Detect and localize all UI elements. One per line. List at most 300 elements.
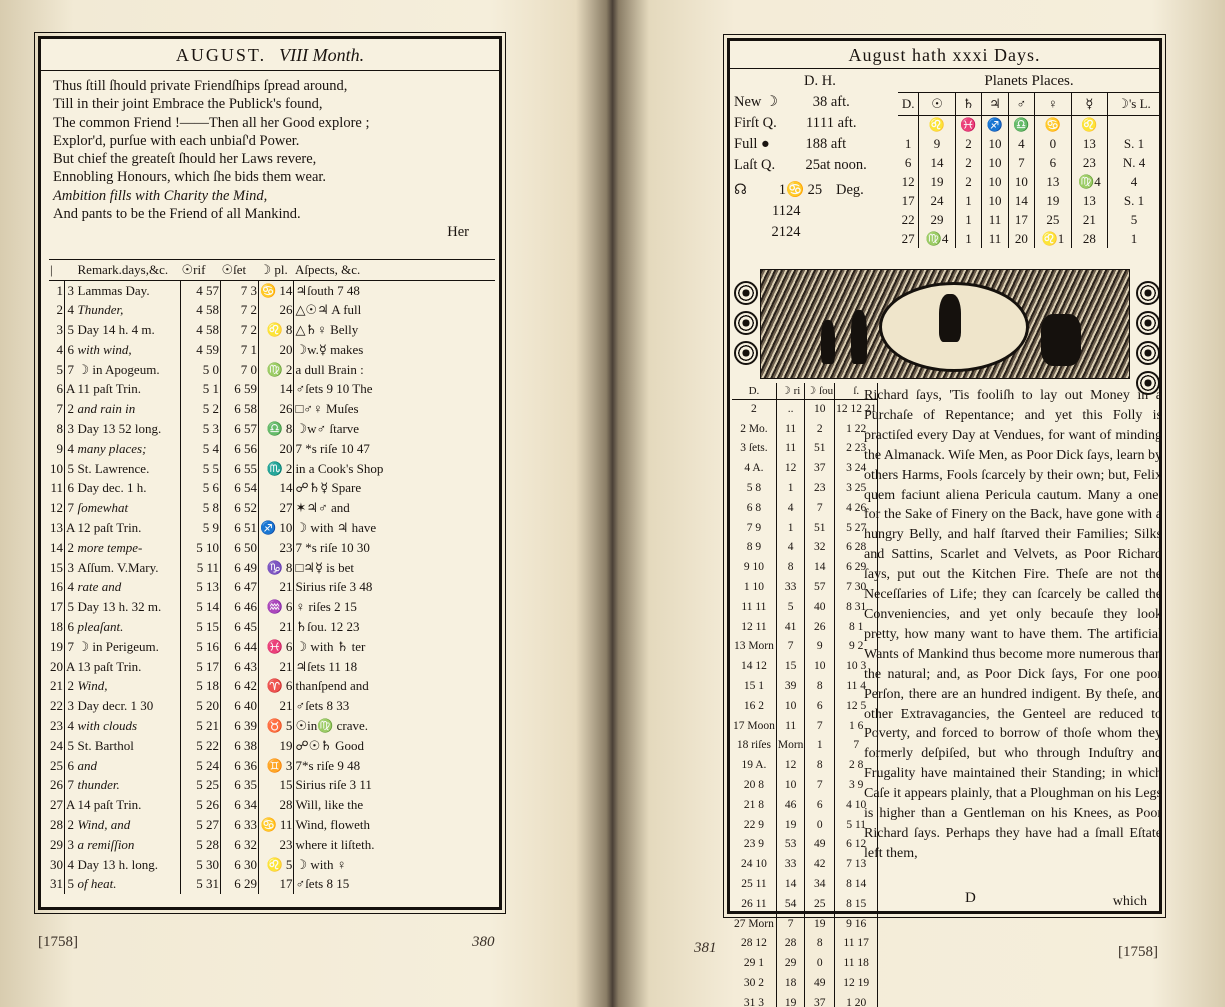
folio-year-right: [1758] (1118, 944, 1158, 960)
calendar-cell: 7 (67, 361, 74, 377)
calendar-cell: 20 (259, 340, 294, 360)
col-sunset: ☉ſet (221, 260, 259, 281)
calendar-cell: 7 2 (221, 300, 259, 320)
moon-cal-cell: 5 (776, 597, 805, 617)
calendar-cell: 5 31 (181, 874, 221, 894)
moon-cal-cell: 21 8 (732, 795, 776, 815)
moon-cal-cell: 15 (776, 656, 805, 676)
calendar-cell: 6 47 (221, 577, 259, 597)
calendar-cell: 1 (49, 281, 65, 301)
moon-cal-cell: 51 (805, 518, 835, 538)
planet-cell: 22 (898, 210, 919, 229)
calendar-cell: and rain in (77, 399, 181, 419)
calendar-cell: 4 (67, 856, 74, 872)
calendar-cell: 4 59 (181, 340, 221, 360)
planet-sign-row (898, 115, 1160, 134)
moon-cal-cell: 6 (805, 696, 835, 716)
moon-cal-cell: 7 (835, 736, 878, 756)
prose-paragraph: Richard ſays, 'Tis fooliſh to lay out Money in a Purchaſe of Repentance; and yet this Folly is practiſed every Day at Vendues, for want of minding the Almanack. Wiſe Men, as Poor Dick ſays, learn by others Harms, Fools ſcarcely by their own; but, Felix quem faciunt aliena Pericula cautum. Many a one, for the Sake of Finery on the Back, have gone with a hungry Belly, and half ſtarved their Families; Silks and Sattins, Scarlet and Velvets, as Poor Richard ſays, put out the Kitchen Fire. Theſe are not the Neceſſaries of Life; they can ſcarcely be called the Conveniencies, and yet only becauſe they look pretty, how many want to have them. The artificial Wants of Mankind thus become more numerous than the natural; and, as Poor Dick ſays, For one poor Perſon, there are an hundred indigent. By theſe, and other Extravagancies, the Genteel are reduced to Poverty, and forced to borrow of thoſe whom they formerly deſpiſed, but who through Induſtry and Frugality have maintained their Standing; in which Caſe it appears plainly, that a Ploughman on his Legs is higher than a Gentleman on his Knees, as Poor Richard ſays. Perhaps they have had a ſmall Eſtate left them, (864, 388, 1162, 861)
calendar-cell: 5 14 (181, 597, 221, 617)
moon-cal-cell: 1 22 (835, 419, 878, 439)
calendar-cell: 16 (49, 577, 65, 597)
planet-row (898, 229, 1160, 248)
moon-cal-cell: 40 (805, 597, 835, 617)
moon-cal-cell: 1 10 (732, 577, 776, 597)
planet-cell: 24 (919, 191, 955, 210)
node-cell: 1 (778, 182, 786, 198)
calendar-row (49, 775, 495, 795)
calendar-cell: 7 1 (221, 340, 259, 360)
moon-cal-cell: 9 16 (835, 914, 878, 934)
moon-cal-cell: 0 (805, 815, 835, 835)
month-subtitle: VIII Month. (279, 45, 365, 65)
planet-cell: S. 1 (1123, 192, 1145, 208)
calendar-row (49, 577, 495, 597)
calendar-cell: △♄♀ Belly (295, 321, 359, 337)
moon-cal-cell: 12 (776, 458, 805, 478)
calendar-cell: △☉♃ A full (295, 302, 362, 318)
planet-cell: 27 (898, 229, 919, 248)
verse-line: Ambition fills with Charity the Mind, (53, 187, 268, 204)
calendar-cell: Day 13 h. long. (77, 855, 181, 875)
moon-cal-cell: 8 (805, 676, 835, 696)
calendar-cell: 2 (49, 300, 65, 320)
moon-cal-cell: 23 9 (732, 835, 776, 855)
planet-cell: 11 (982, 210, 1008, 229)
calendar-cell: ſomewhat (77, 498, 181, 518)
calendar-cell: 19 (49, 637, 65, 657)
calendar-cell: 21 (259, 577, 294, 597)
planets-table (898, 93, 1160, 248)
moon-cal-cell: 51 (805, 439, 835, 459)
planet-sign: ♎ (1008, 115, 1034, 134)
moon-cal-cell: 6 8 (732, 498, 776, 518)
calendar-cell: ♋ 14 (259, 281, 294, 301)
calendar-cell: 5 26 (181, 795, 221, 815)
planet-col: D. (898, 93, 919, 115)
calendar-row (49, 736, 495, 756)
moon-cal-cell: 7 30 (835, 577, 878, 597)
planet-cell: 25 (1035, 210, 1071, 229)
calendar-cell: 6 34 (221, 795, 259, 815)
moon-cal-row (732, 676, 878, 696)
calendar-cell: 5 11 (181, 558, 221, 578)
moon-cal-cell: 4 A. (732, 458, 776, 478)
calendar-row (49, 439, 495, 459)
moon-cal-cell: 8 9 (732, 538, 776, 558)
calendar-row (49, 459, 495, 479)
moon-cal-cell: 11 11 (732, 597, 776, 617)
calendar-cell: 11 paſt Trin. (77, 379, 181, 399)
calendar-cell: 6 (49, 379, 65, 399)
planet-cell: 7 (1008, 153, 1034, 172)
moon-cal-cell: 4 26 (835, 498, 878, 518)
calendar-cell: 4 (67, 440, 74, 456)
moon-cal-cell: 33 (776, 854, 805, 874)
moon-cal-cell: 19 (805, 914, 835, 934)
calendar-cell: 5 (67, 321, 74, 337)
calendar-cell: 5 1 (181, 379, 221, 399)
moon-cal-row (732, 518, 878, 538)
moon-cal-cell: 53 (776, 835, 805, 855)
calendar-cell: ♐ 10 (259, 518, 294, 538)
planet-cell: ♌1 (1035, 229, 1071, 248)
moon-cal-cell: 5 11 (835, 815, 878, 835)
calendar-cell: ♓ 6 (259, 637, 294, 657)
calendar-row (49, 617, 495, 637)
moon-cal-cell: 41 (776, 617, 805, 637)
moon-cal-row (732, 577, 878, 597)
calendar-cell: A (66, 658, 76, 674)
calendar-cell: 4 (67, 579, 74, 595)
moon-cal-row (732, 993, 878, 1007)
moon-cal-row (732, 656, 878, 676)
calendar-cell: 5 2 (181, 399, 221, 419)
calendar-cell: 5 9 (181, 518, 221, 538)
verse-line: Till in their joint Embrace the Publick's found, (53, 96, 323, 113)
calendar-cell: 19 (259, 736, 294, 756)
planet-cell: 10 (982, 153, 1008, 172)
calendar-cell: ♍ 2 (259, 360, 294, 380)
moon-cal-row (732, 716, 878, 736)
planet-cell: 10 (1008, 172, 1034, 191)
moon-cal-cell: 5 27 (835, 518, 878, 538)
calendar-cell: 2 (67, 539, 74, 555)
calendar-cell: where it liſteth. (295, 836, 375, 852)
calendar-row (49, 419, 495, 439)
folio-page-left: 380 (472, 934, 495, 950)
ornament-icon (1136, 281, 1160, 305)
calendar-cell: 7 (49, 399, 65, 419)
calendar-cell: ♃ſets 11 18 (295, 658, 358, 674)
planet-cell: 1 (955, 210, 981, 229)
calendar-cell: 4 57 (181, 281, 221, 301)
calendar-row (49, 281, 495, 301)
moon-cal-row (732, 498, 878, 518)
moon-cal-row (732, 894, 878, 914)
node-cell: 11 (772, 203, 786, 219)
moon-cal-row (732, 478, 878, 498)
lunation-row (734, 113, 900, 134)
calendar-cell: Sirius riſe 3 48 (295, 579, 373, 595)
planet-cell: 2 (955, 172, 981, 191)
moon-cal-cell: 17 Moon (732, 716, 776, 736)
calendar-cell: 5 18 (181, 676, 221, 696)
moon-cal-cell: 6 29 (835, 557, 878, 577)
col-remarks: Remark.days,&c. (77, 260, 181, 281)
left-page (38, 36, 502, 910)
figure-shape (851, 310, 867, 364)
ornament-icon (734, 341, 758, 365)
moon-cal-cell: 8 (805, 934, 835, 954)
calendar-cell: with clouds (77, 716, 181, 736)
moon-cal-cell: 2 (805, 419, 835, 439)
calendar-cell: 3 (67, 282, 74, 298)
lunation-cell: 8 aft. (820, 94, 850, 110)
moon-cal-cell: 11 (776, 716, 805, 736)
calendar-cell: ☍☉♄ Good (295, 737, 365, 753)
moon-cal-row (732, 696, 878, 716)
calendar-cell: 7 *s riſe 10 47 (295, 440, 370, 456)
planet-cell: ♍4 (1071, 172, 1107, 191)
calendar-cell: 6 45 (221, 617, 259, 637)
planet-col: ☿ (1071, 93, 1107, 115)
calendar-cell: Aſſum. V.Mary. (77, 558, 181, 578)
calendar-cell: 5 20 (181, 696, 221, 716)
calendar-cell: 6 30 (221, 855, 259, 875)
planet-cell: 17 (898, 191, 919, 210)
calendar-cell: 31 (49, 874, 65, 894)
moon-cal-row (732, 597, 878, 617)
moon-cal-cell: 7 (805, 716, 835, 736)
calendar-cell: 5 8 (181, 498, 221, 518)
calendar-cell: 26 (259, 399, 294, 419)
moon-cal-cell: 2 (732, 399, 776, 419)
planet-cell: 11 (982, 229, 1008, 248)
moon-cal-cell: 10 (776, 775, 805, 795)
calendar-header (49, 260, 495, 281)
calendar-cell: 6 52 (221, 498, 259, 518)
moon-cal-row (732, 439, 878, 459)
calendar-cell: Wind, floweth (295, 816, 371, 832)
calendar-cell: 5 28 (181, 835, 221, 855)
calendar-cell: 6 36 (221, 756, 259, 776)
calendar-cell: St. Barthol (77, 736, 181, 756)
calendar-cell: 6 (67, 618, 74, 634)
calendar-row (49, 558, 495, 578)
moon-cal-row (732, 835, 878, 855)
calendar-row (49, 379, 495, 399)
moon-cal-cell: 12 5 (835, 696, 878, 716)
calendar-cell: of heat. (77, 874, 181, 894)
moon-cal-cell: 34 (805, 874, 835, 894)
moon-cal-cell: 26 (805, 617, 835, 637)
calendar-cell: 6 46 (221, 597, 259, 617)
planet-cell: 9 (919, 134, 955, 153)
calendar-cell: 8 (49, 419, 65, 439)
node-cell: Deg. (836, 182, 864, 198)
col-sunrise: ☉rif (181, 260, 221, 281)
moon-cal-cell: 3 25 (835, 478, 878, 498)
calendar-cell: A (66, 797, 76, 813)
calendar-cell: 6 54 (221, 478, 259, 498)
moon-cal-cell: .. (776, 399, 805, 419)
node-cell: 24 (786, 224, 801, 240)
lunations (734, 71, 900, 243)
calendar-cell: 25 (49, 756, 65, 776)
node-cell (836, 222, 876, 243)
moon-cal-cell: 31 3 (732, 993, 776, 1007)
moon-cal-cell: Morn (776, 736, 805, 756)
moon-cal-cell: 7 (776, 637, 805, 657)
moon-cal-cell: 29 (776, 953, 805, 973)
calendar-cell: a dull Brain : (295, 361, 364, 377)
moon-cal-cell: 10 3 (835, 656, 878, 676)
calendar-cell: 6 55 (221, 459, 259, 479)
moon-cal-cell: 19 (776, 993, 805, 1007)
calendar-cell: 14 (259, 379, 294, 399)
planet-sign: ♓ (955, 115, 981, 134)
lunation-cell: New ☽ (734, 94, 779, 110)
calendar-cell: 26 (259, 300, 294, 320)
calendar-row (49, 518, 495, 538)
calendar-cell: 7 (67, 777, 74, 793)
calendar-cell: 4 (67, 302, 74, 318)
planet-cell: 10 (982, 191, 1008, 210)
planet-col: ♄ (955, 93, 981, 115)
calendar-cell: 5 (67, 460, 74, 476)
planet-cell: 4 (1130, 173, 1138, 189)
moon-cal-col: ſ. (835, 383, 878, 399)
planet-cell: 20 (1008, 229, 1034, 248)
planet-cell: 12 (898, 172, 919, 191)
calendar-cell: 6 49 (221, 558, 259, 578)
calendar-cell: 6 42 (221, 676, 259, 696)
calendar-cell: 4 58 (181, 320, 221, 340)
calendar-cell: in a Cook's Shop (295, 460, 384, 476)
calendar-cell: 6 44 (221, 637, 259, 657)
calendar-cell: 20 (259, 439, 294, 459)
calendar-cell: Thunder, (77, 300, 181, 320)
moon-cal-cell: 11 (776, 439, 805, 459)
moon-cal-cell: 8 15 (835, 894, 878, 914)
verse-line: Thus ſtill ſhould private Friendſhips ſpread around, (53, 78, 348, 94)
moon-cal-cell: 9 10 (732, 557, 776, 577)
calendar-row (49, 657, 495, 677)
moon-cal-row (732, 953, 878, 973)
moon-cal-cell: 29 1 (732, 953, 776, 973)
calendar-cell: 6 (67, 480, 74, 496)
calendar-cell: ☽ with ♀ (295, 856, 347, 872)
node-row (734, 222, 900, 243)
moon-cal-cell: 28 12 (732, 934, 776, 954)
moon-cal-cell: 37 (805, 993, 835, 1007)
node-row (734, 180, 900, 201)
calendar-cell: thanſpend and (295, 678, 369, 694)
planet-cell: 2 (955, 134, 981, 153)
planet-cell: 17 (1008, 210, 1034, 229)
calendar-cell: ♃ſouth 7 48 (295, 282, 360, 298)
calendar-cell: 3 (67, 836, 74, 852)
planet-sign: ♋ (1035, 115, 1071, 134)
moon-cal-cell: 16 2 (732, 696, 776, 716)
calendar-row (49, 538, 495, 558)
calendar-cell: Wind, and (77, 815, 181, 835)
moon-cal-cell: 57 (805, 577, 835, 597)
node-cell: ☊ (734, 182, 747, 198)
moon-cal-cell: 8 1 (835, 617, 878, 637)
moon-cal-row (732, 795, 878, 815)
calendar-table (49, 259, 495, 894)
calendar-cell: ♋ 11 (259, 815, 294, 835)
lunation-row (734, 92, 900, 113)
moon-cal-cell: 7 (805, 775, 835, 795)
calendar-cell: ☽w♂ ſtarve (295, 420, 360, 436)
moon-cal-cell: 3 24 (835, 458, 878, 478)
calendar-cell: 21 (259, 696, 294, 716)
calendar-cell: ☽ in Perigeum. (77, 637, 181, 657)
planet-cell: 6 (1035, 153, 1071, 172)
moon-cal-cell: 13 Morn (732, 637, 776, 657)
moon-cal-cell: 39 (776, 676, 805, 696)
planet-cell: 13 (1071, 191, 1107, 210)
moon-cal-cell: 1 (805, 736, 835, 756)
calendar-cell: 5 27 (181, 815, 221, 835)
moon-cal-cell: 15 1 (732, 676, 776, 696)
calendar-cell: 14 paſt Trin. (77, 795, 181, 815)
lunation-cell: 25 (805, 157, 820, 173)
sheaf-shape (1041, 314, 1081, 366)
moon-cal-row (732, 775, 878, 795)
moon-cal-cell: 14 (776, 874, 805, 894)
lunation-cell: 11 (806, 115, 820, 131)
calendar-cell: pleaſant. (77, 617, 181, 637)
calendar-row (49, 676, 495, 696)
calendar-cell: 5 4 (181, 439, 221, 459)
planet-cell: 1 (898, 134, 919, 153)
verse-line: Explor'd, purſue with each unbiaſ'd Power. (53, 132, 300, 149)
lunation-cell: 18 (805, 136, 820, 152)
moon-cal-cell: 19 (776, 815, 805, 835)
moon-cal-cell: 8 14 (835, 874, 878, 894)
calendar-cell: 9 (49, 439, 65, 459)
ornament-icon (1136, 311, 1160, 335)
calendar-cell: 6 39 (221, 716, 259, 736)
calendar-cell: 2 (67, 816, 74, 832)
calendar-cell: ♒ 6 (259, 597, 294, 617)
calendar-cell: ♈ 6 (259, 676, 294, 696)
moon-cal-row (732, 854, 878, 874)
calendar-cell: 12 paſt Trin. (77, 518, 181, 538)
moon-cal-cell: 7 (776, 914, 805, 934)
calendar-cell: ♌ 5 (259, 855, 294, 875)
calendar-cell: more tempe- (77, 538, 181, 558)
calendar-cell: ♂ſets 9 10 The (295, 381, 373, 397)
moon-cal-cell: 6 (805, 795, 835, 815)
calendar-cell: 3 (49, 320, 65, 340)
ornament-icon (734, 311, 758, 335)
planet-cell: 6 (898, 153, 919, 172)
figure-shape (939, 294, 961, 342)
calendar-cell: ☽ in Apogeum. (77, 360, 181, 380)
node-cell (734, 201, 756, 222)
moon-cal-cell: 24 10 (732, 854, 776, 874)
moon-cal-cell: 11 17 (835, 934, 878, 954)
calendar-cell: Day decr. 1 30 (77, 696, 181, 716)
calendar-cell: ♄ſou. 12 23 (295, 618, 360, 634)
planet-cell: 1 (1130, 230, 1138, 246)
verse-line: The common Friend !——Then all her Good explore ; (53, 114, 370, 131)
planet-col: ♂ (1008, 93, 1034, 115)
calendar-cell: ☽ with ♃ have (295, 519, 377, 535)
calendar-row (49, 795, 495, 815)
calendar-row (49, 340, 495, 360)
lunation-cell: 11 aft. (820, 115, 857, 131)
moon-cal-cell: 37 (805, 458, 835, 478)
calendar-cell: 3 (67, 559, 74, 575)
calendar-cell: □♂♀ Muſes (295, 401, 359, 417)
calendar-cell: 28 (49, 815, 65, 835)
calendar-cell: Day 13 52 long. (77, 419, 181, 439)
calendar-cell: 14 (259, 478, 294, 498)
calendar-cell: 15 (49, 558, 65, 578)
calendar-row (49, 399, 495, 419)
moon-cal-cell: 12 (776, 755, 805, 775)
moon-cal-row (732, 973, 878, 993)
moon-cal-cell: 1 (776, 478, 805, 498)
moon-cal-cell: 20 8 (732, 775, 776, 795)
lunation-cell: 8 aft (820, 136, 847, 152)
